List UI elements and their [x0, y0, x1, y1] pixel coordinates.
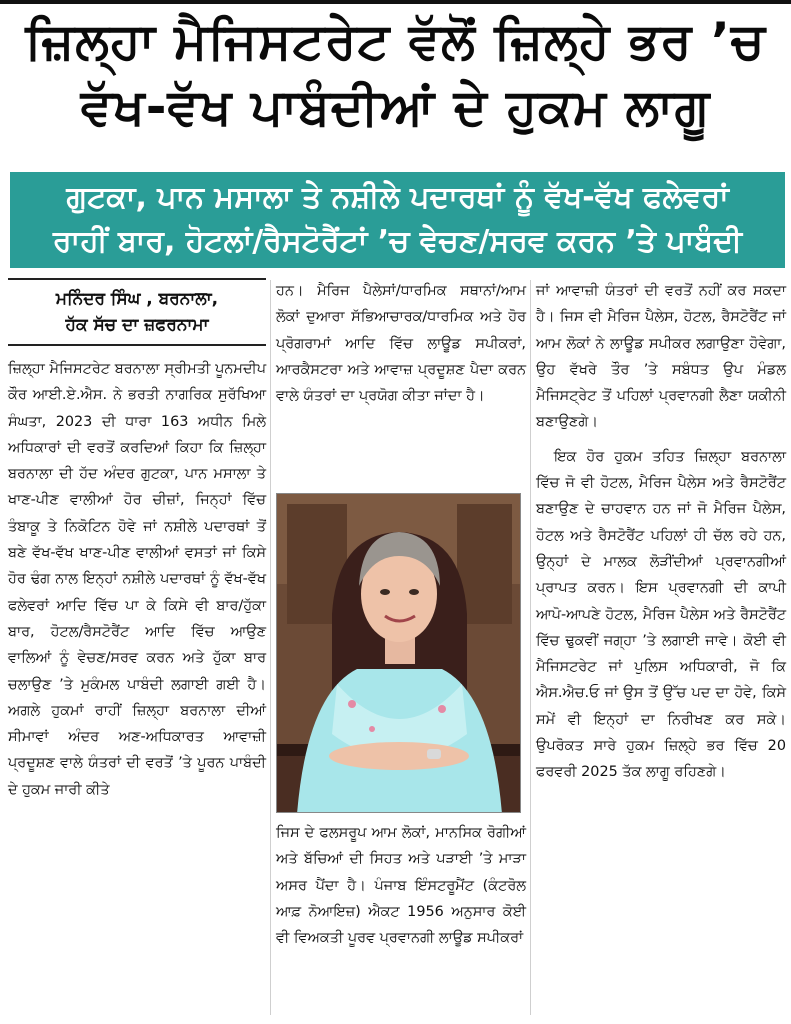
subheadline-line-2: ਰਾਹੀਂ ਬਾਰ, ਹੋਟਲਾਂ/ਰੈਸਟੋਰੈਂਟਾਂ ’ਚ ਵੇਚਣ/ਸਰਵ ਕਰਨ ’ਤੇ ਪਾਬੰਦੀ [53, 224, 742, 259]
article-paragraph-4: ਜਾਂ ਆਵਾਜ਼ੀ ਯੰਤਰਾਂ ਦੀ ਵਰਤੋਂ ਨਹੀਂ ਕਰ ਸਕਦਾ ਹੈ। ਜਿਸ ਵੀ ਮੈਰਿਜ ਪੈਲੇਸ, ਹੋਟਲ, ਰੈਸਟੋਰੈਂਟ ਜਾਂ ਆਮ ਲੋਕਾਂ ਨੇ ਲਾਊਡ ਸਪੀਕਰ ਲਗਾਉਣਾ ਹੋਵੇਗਾ, ਉਹ ਵੱਖਰੇ ਤੌਰ ’ਤੇ ਸਬੰਧਤ ਉਪ ਮੰਡਲ ਮੈਜਿਸਟ੍ਰੇਟ ਤੋਂ ਪਹਿਲਾਂ ਪ੍ਰਵਾਨਗੀ ਲੈਣਾ ਯਕੀਨੀ ਬਣਾਉਣਗੇ। [536, 283, 786, 431]
headline [8, 8, 783, 140]
article-paragraph-3: ਜਿਸ ਦੇ ਫਲਸਰੂਪ ਆਮ ਲੋਕਾਂ, ਮਾਨਸਿਕ ਰੋਗੀਆਂ ਅਤੇ ਬੱਚਿਆਂ ਦੀ ਸਿਹਤ ਅਤੇ ਪੜਾਈ ’ਤੇ ਮਾੜਾ ਅਸਰ ਪੈਂਦਾ ਹੈ। ਪੰਜਾਬ ਇੰਸਟਰੂਮੈਂਟ (ਕੰਟਰੋਲ ਆਫ਼ ਨੋਆਇਜ਼) ਐਕਟ 1956 ਅਨੁਸਾਰ ਕੋਈ ਵੀ ਵਿਅਕਤੀ ਪੂਰਵ ਪ੍ਰਵਾਨਗੀ ਲਾਊਡ ਸਪੀਕਰਾਂ [276, 825, 526, 947]
column-divider-2 [530, 280, 531, 1015]
article-column-2 [276, 278, 526, 409]
article-paragraph-1: ਜ਼ਿਲ੍ਹਾ ਮੈਜਿਸਟਰੇਟ ਬਰਨਾਲਾ ਸ੍ਰੀਮਤੀ ਪੂਨਮਦੀਪ ਕੌਰ ਆਈ.ਏ.ਐਸ. ਨੇ ਭਰਤੀ ਨਾਗਰਿਕ ਸੁਰੱਖਿਆ ਸੰਘਤਾ, 2023 ਦੀ ਧਾਰਾ 163 ਅਧੀਨ ਮਿਲੇ ਅਧਿਕਾਰਾਂ ਦੀ ਵਰਤੋਂ ਕਰਦਿਆਂ ਕਿਹਾ ਕਿ ਜ਼ਿਲ੍ਹਾ ਬਰਨਾਲਾ ਦੀ ਹੱਦ ਅੰਦਰ ਗੁਟਕਾ, ਪਾਨ ਮਸਾਲਾ ਤੇ ਖਾਣ-ਪੀਣ ਵਾਲੀਆਂ ਹੋਰ ਚੀਜ਼ਾਂ, ਜਿਨ੍ਹਾਂ ਵਿੱਚ ਤੰਬਾਕੂ ਤੇ ਨਿਕੋਟਿਨ ਹੋਵੇ ਜਾਂ ਨਸ਼ੀਲੇ ਪਦਾਰਥਾਂ ਤੋਂ ਬਣੇ ਵੱਖ-ਵੱਖ ਖਾਣ-ਪੀਣ ਵਾਲੀਆਂ ਵਸਤਾਂ ਜਾਂ ਕਿਸੇ ਹੋਰ ਢੰਗ ਨਾਲ ਇਨ੍ਹਾਂ ਨਸ਼ੀਲੇ ਪਦਾਰਥਾਂ ਨੂੰ ਵੱਖ-ਵੱਖ ਫਲੇਵਰਾਂ ਆਦਿ ਵਿੱਚ ਪਾ ਕੇ ਕਿਸੇ ਵੀ ਬਾਰ/ਹੁੱਕਾ ਬਾਰ, ਹੋਟਲ/ਰੈਸਟੋਰੈਂਟ ਆਦਿ ਵਿੱਚ ਆਉਣ ਵਾਲਿਆਂ ਨੂੰ ਵੇਚਣ/ਸਰਵ ਕਰਨ ਅਤੇ ਹੁੱਕਾ ਬਾਰ ਚਲਾਉਣ ’ਤੇ ਮੁਕੰਮਲ ਪਾਬੰਦੀ ਲਗਾਈ ਗਈ ਹੈ। ਅਗਲੇ ਹੁਕਮਾਂ ਰਾਹੀਂ ਜ਼ਿਲ੍ਹਾ ਬਰਨਾਲਾ ਦੀਆਂ ਸੀਮਾਵਾਂ ਅੰਦਰ ਅਣ-ਅਧਿਕਾਰਤ ਆਵਾਜ਼ੀ ਪ੍ਰਦੂਸ਼ਣ ਵਾਲੇ ਯੰਤਰਾਂ ਦੀ ਵਰਤੋਂ ’ਤੇ ਪੂਰਨ ਪਾਬੰਦੀ ਦੇ ਹੁਕਮ ਜਾਰੀ ਕੀਤੇ [8, 361, 266, 798]
article-column-2-lower [276, 820, 526, 951]
subheadline-line-1: ਗੁਟਕਾ, ਪਾਨ ਮਸਾਲਾ ਤੇ ਨਸ਼ੀਲੇ ਪਦਾਰਥਾਂ ਨੂੰ ਵੱਖ-ਵੱਖ ਫਲੇਵਰਾਂ [66, 180, 729, 215]
headline-line-2: ਵੱਖ-ਵੱਖ ਪਾਬੰਦੀਆਂ ਦੇ ਹੁਕਮ ਲਾਗੂ [80, 78, 711, 136]
byline [8, 278, 266, 346]
subheadline-banner [10, 172, 785, 268]
headline-line-1: ਜ਼ਿਲ੍ਹਾ ਮੈਜਿਸਟਰੇਟ ਵੱਲੋਂ ਜ਼ਿਲ੍ਹੇ ਭਰ ’ਚ [25, 12, 766, 70]
byline-author: ਮਨਿੰਦਰ ਸਿੰਘ , ਬਰਨਾਲਾ, [55, 289, 219, 309]
article-paragraph-5: ਇਕ ਹੋਰ ਹੁਕਮ ਤਹਿਤ ਜ਼ਿਲ੍ਹਾ ਬਰਨਾਲਾ ਵਿੱਚ ਜੋ ਵੀ ਹੋਟਲ, ਮੈਰਿਜ ਪੈਲੇਸ ਅਤੇ ਰੈਸਟੋਰੈਂਟ ਬਣਾਉਣ ਦੇ ਚਾਹਵਾਨ ਹਨ ਜਾਂ ਜੋ ਮੈਰਿਜ ਪੈਲੇਸ, ਹੋਟਲ ਅਤੇ ਰੈਸਟੋਰੈਂਟ ਪਹਿਲਾਂ ਹੀ ਚੱਲ ਰਹੇ ਹਨ, ਉਨ੍ਹਾਂ ਦੇ ਮਾਲਕ ਲੋੜੀਂਦੀਆਂ ਪ੍ਰਵਾਨਗੀਆਂ ਪ੍ਰਾਪਤ ਕਰਨ। ਇਸ ਪ੍ਰਵਾਨਗੀ ਦੀ ਕਾਪੀ ਆਪੋ-ਆਪਣੇ ਹੋਟਲ, ਮੈਰਿਜ ਪੈਲੇਸ ਅਤੇ ਰੈਸਟੋਰੈਂਟ ਵਿੱਚ ਢੁਕਵੀਂ ਜਗ੍ਹਾ ’ਤੇ ਲਗਾਈ ਜਾਵੇ। ਕੋਈ ਵੀ ਮੈਜਿਸਟਰੇਟ ਜਾਂ ਪੁਲਿਸ ਅਧਿਕਾਰੀ, ਜੋ ਕਿ ਐਸ.ਐਚ.ਓ ਜਾਂ ਉਸ ਤੋਂ ਉੱਚ ਪਦ ਦਾ ਹੋਵੇ, ਕਿਸੇ ਸਮੇਂ ਵੀ ਇਨ੍ਹਾਂ ਦਾ ਨਿਰੀਖਣ ਕਰ ਸਕੇ। ਉਪਰੋਕਤ ਸਾਰੇ ਹੁਕਮ ਜ਼ਿਲ੍ਹੇ ਭਰ ਵਿੱਚ 20 ਫਰਵਰੀ 2025 ਤੱਕ ਲਾਗੂ ਰਹਿਣਗੇ। [536, 448, 786, 781]
article-column-3 [536, 278, 786, 786]
column-divider-1 [270, 280, 271, 1015]
article-paragraph-2: ਹਨ। ਮੈਰਿਜ ਪੈਲੇਸਾਂ/ਧਾਰਮਿਕ ਸਥਾਨਾਂ/ਆਮ ਲੋਕਾਂ ਦੁਆਰਾ ਸੱਭਿਆਚਾਰਕ/ਧਾਰਮਿਕ ਅਤੇ ਹੋਰ ਪ੍ਰੋਗਰਾਮਾਂ ਆਦਿ ਵਿੱਚ ਲਾਊਡ ਸਪੀਕਰਾਂ, ਆਰਕੈਸਟਰਾ ਅਤੇ ਆਵਾਜ਼ ਪ੍ਰਦੂਸ਼ਣ ਪੈਦਾ ਕਰਨ ਵਾਲੇ ਯੰਤਰਾਂ ਦਾ ਪ੍ਰਯੋਗ ਕੀਤਾ ਜਾਂਦਾ ਹੈ। [276, 283, 526, 405]
portrait-photo [276, 493, 521, 813]
portrait-photo-icon [277, 494, 521, 813]
article-column-1 [8, 278, 266, 803]
byline-publication: ਹੱਕ ਸੱਚ ਦਾ ਜ਼ਫਰਨਾਮਾ [65, 315, 209, 335]
top-rule [0, 0, 791, 4]
